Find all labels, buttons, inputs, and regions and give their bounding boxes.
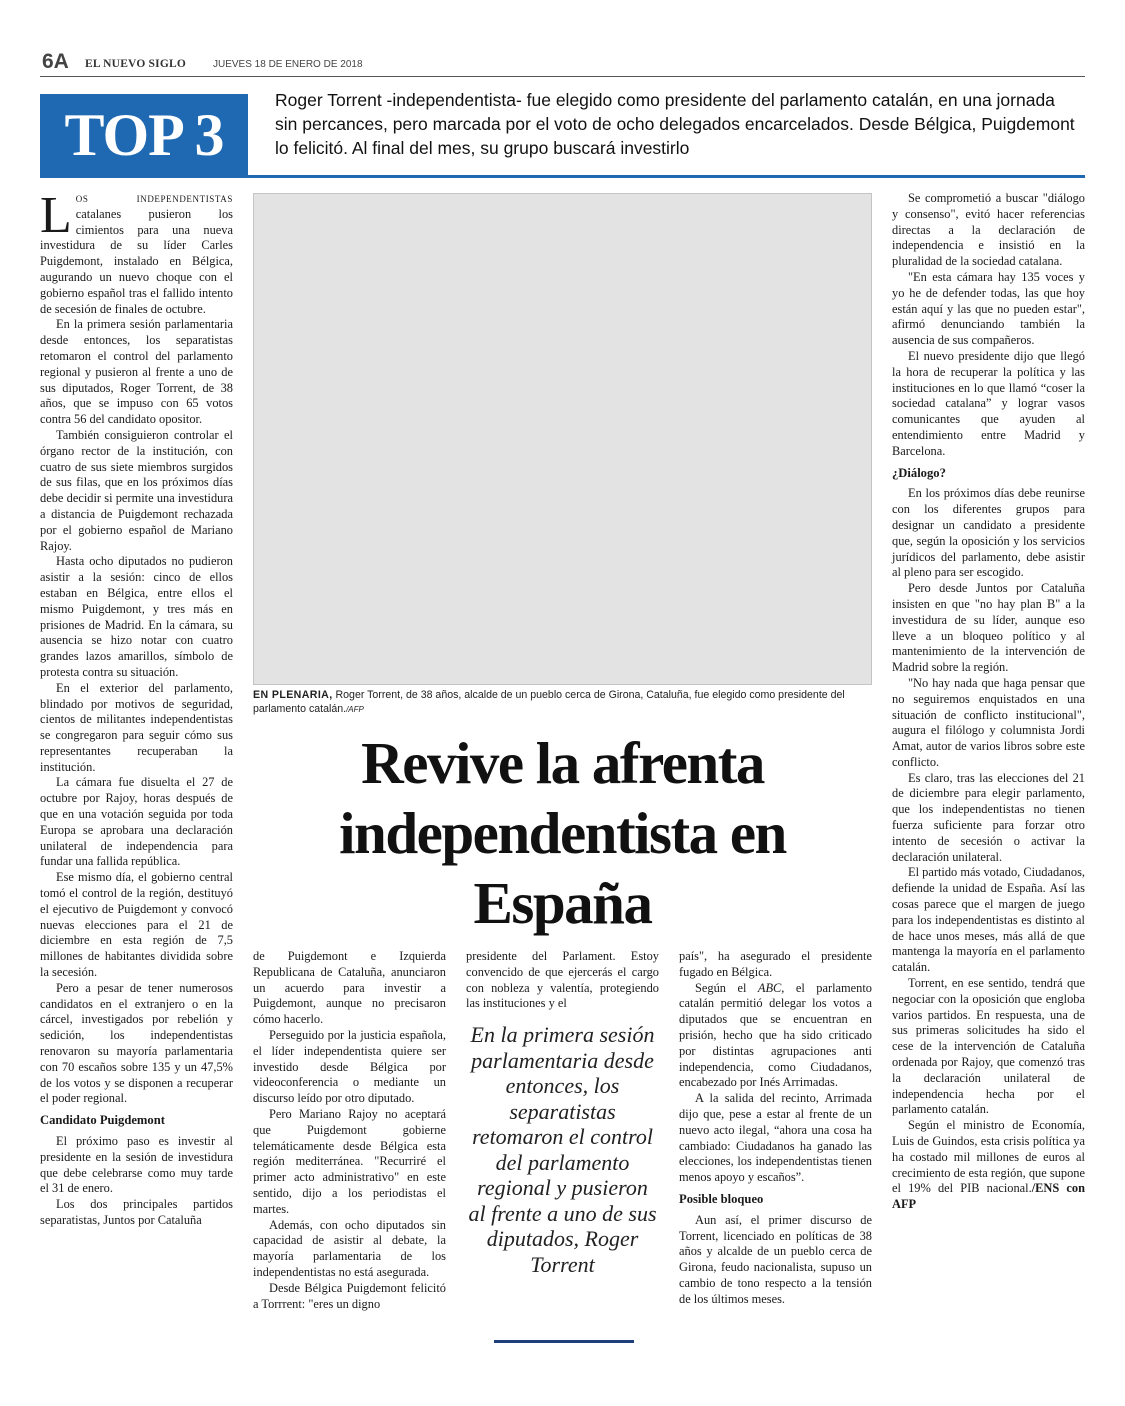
- paragraph: Pero a pesar de tener numerosos candidatos en el extranjero o en la cárcel, investigados por rebelión y sedición, los independentistas renovaron su mayoría parlamentaria con 70 escaños sobre 135 y un 47,5% de los votos y se disponen a recuperar el poder regional.: [40, 980, 233, 1106]
- paragraph: "En esta cámara hay 135 voces y yo he de defender todas, las que hoy están aquí y las que no pueden estar", afirmó denunciando también la ausencia de sus compañeros.: [892, 269, 1085, 348]
- paragraph: El nuevo presidente dijo que llegó la hora de recuperar la política y las instituciones en lo que llamó “coser la sociedad catalana” y lograr vasos comunicantes que ayuden al entendimiento entre Madrid y Barcelona.: [892, 348, 1085, 458]
- section-rule: [40, 175, 1085, 178]
- drop-cap: L: [40, 187, 72, 244]
- article-lead-paragraph: [40, 187, 233, 317]
- page-header: [40, 46, 1085, 77]
- paragraph: Es claro, tras las elecciones del 21 de diciembre para elegir parlamento, que los independentistas no tienen fuerza suficiente para forzar otro intento de secesión o activar la declaración unilateral.: [892, 770, 1085, 864]
- byline-signature: /ENS con AFP: [892, 1181, 1085, 1212]
- paragraph: En la primera sesión parlamentaria desde entonces, los separatistas retomaron el control del parlamento regional y pusieron al frente a uno de sus diputados, Roger Torrent, de 38 años, que se impuso con 65 votos contra 56 del candidato opositor.: [40, 317, 233, 427]
- subheading: ¿Diálogo?: [892, 465, 946, 480]
- caption-lead: EN PLENARIA,: [253, 689, 333, 701]
- pull-quote: En la primera sesión parlamentaria desde entonces, los separatistas retomaron el control del parlamento regional y pusieron al frente a uno de sus diputados, Roger Torrent: [468, 1022, 657, 1277]
- paragraph: La cámara fue disuelta el 27 de octubre por Rajoy, horas después de que en una votación seguida por toda Europa se aprobara una declaración unilateral de independencia para fundar una fallida república.: [40, 775, 233, 869]
- photo-caption: [253, 688, 872, 717]
- pull-quote-rule: [494, 1340, 634, 1343]
- article-column-5: [892, 191, 1085, 1213]
- newspaper-name: EL NUEVO SIGLO: [85, 58, 186, 70]
- lead-text: catalanes pusieron los cimientos para una nueva investidura de su líder Carles Puigdemont, instalado en Bélgica, augurando un nuevo choque con el gobierno español tras el fallido intento de secesión de finales de octubre.: [40, 206, 233, 316]
- paragraph: de Puigdemont e Izquierda Republicana de Cataluña, anunciaron un acuerdo para investir a Puigdemont, aunque no precisaron cómo hacerlo.: [253, 949, 446, 1027]
- paragraph: "No hay nada que haga pensar que no seguiremos enquistados en una situación de conflicto institucional", augura el filólogo y columnista Jordi Amat, autor de varios libros sobre este conflicto.: [892, 675, 1085, 769]
- headline: Revive la afrenta independentista en España: [339, 730, 786, 936]
- publication-name: ABC: [757, 980, 782, 995]
- article-deck: Roger Torrent -independentista- fue elegido como presidente del parlamento catalán, en una jornada sin percances, pero marcada por el voto de ocho delegados encarcelados. Desde Bélgica, Puigdemont lo felicitó. Al final del mes, su grupo buscará investirlo: [275, 90, 1075, 158]
- article-column-3: [466, 949, 659, 1012]
- paragraph: Los dos principales partidos separatistas, Juntos por Cataluña: [40, 1197, 233, 1227]
- paragraph: Pero desde Juntos por Cataluña insisten en que "no hay plan B" a la investidura de su líder, aunque eso lleve a un bloqueo político y al mantenimiento de la intervención de Madrid sobre la región.: [892, 581, 1085, 675]
- paragraph: También consiguieron controlar el órgano rector de la institución, con cuatro de sus siete miembros surgidos de sus filas, que en los próximos días debe decidir si permite una investidura a distancia de Puigdemont rechazada por el gobierno español de Mariano Rajoy.: [40, 427, 233, 553]
- article-column-4: [679, 949, 872, 1308]
- section-label: TOP 3: [40, 94, 248, 176]
- paragraph: En los próximos días debe reunirse con los diferentes grupos para designar un candidato a presidente que, según la oposición y los servicios jurídicos del parlamento, debe asistir al pleno para ser escogido.: [892, 486, 1085, 580]
- paragraph: presidente del Parlament. Estoy convencido de que ejercerás el cargo con nobleza y valentía, protegiendo las instituciones y el: [466, 949, 659, 1011]
- issue-date: JUEVES 18 DE ENERO DE 2018: [213, 59, 363, 70]
- subheading: Posible bloqueo: [679, 1191, 764, 1206]
- paragraph: A la salida del recinto, Arrimada dijo que, pese a estar al frente de un nuevo acto ilegal, “ahora una cosa ha cambiado: Ciudadanos ha ganado las elecciones, los independentistas tienen menos apoyo y escaños”.: [679, 1091, 872, 1185]
- paragraph: Desde Bélgica Puigdemont felicitó a Torrrent: "eres un digno: [253, 1280, 446, 1311]
- paragraph: Se comprometió a buscar "diálogo y consenso", evitó hacer referencias directas a la declaración de independencia e insistió en la pluralidad de la sociedad catalana.: [892, 191, 1085, 269]
- article-photo: [253, 193, 872, 685]
- paragraph: Además, con ocho diputados sin capacidad de asistir al debate, la mayoría parlamentaria de los independentistas no está asegurada.: [253, 1217, 446, 1279]
- page-number: 6A: [42, 50, 69, 73]
- text-run: , el parlamento catalán permitió delegar los votos a diputados que se encuentran en prisión, hecho que ha sido criticado por distintas agrupaciones anti independencia, como Ciudadanos, encabezado por Inés Arrimadas.: [679, 980, 872, 1090]
- article-column-1: [40, 187, 233, 1229]
- article-column-2: [253, 949, 446, 1312]
- paragraph: Perseguido por la justicia española, el líder independentista quiere ser investido desde Bélgica por videoconferencia o mediante un discurso leído por otro diputado.: [253, 1027, 446, 1106]
- paragraph: Pero Mariano Rajoy no aceptará que Puigdemont gobierne telemáticamente desde Bélgica esta región mediterránea. "Recurriré el primer acto administrativo" en este sentido, dijo a los periodistas el martes.: [253, 1106, 446, 1216]
- paragraph: Hasta ocho diputados no pudieron asistir a la sesión: cinco de ellos estaban en Bélgica, entre ellos el mismo Puigdemont, y tres más en prisiones de Madrid. En la cámara, su ausencia se hizo notar con cuatro grandes lazos amarillos, símbolo de protesta contra su situación.: [40, 554, 233, 679]
- caption-text: Roger Torrent, de 38 años, alcalde de un pueblo cerca de Girona, Cataluña, fue elegido como presidente del parlamento catalán.: [253, 689, 845, 715]
- paragraph: Aun así, el primer discurso de Torrent, licenciado en políticas de 38 años y alcalde de un pueblo cerca de Girona, feudo nacionalista, supuso un cambio de tono respecto a la tensión de los últimos meses.: [679, 1212, 872, 1306]
- paragraph: [892, 1118, 1085, 1213]
- subheading: Candidato Puigdemont: [40, 1113, 165, 1128]
- paragraph: país", ha asegurado el presidente fugado en Bélgica.: [679, 949, 872, 979]
- lead-small-caps: os independentistas: [75, 191, 233, 205]
- text-run: Según el: [695, 980, 758, 995]
- photo-credit: /AFP: [346, 705, 364, 714]
- paragraph: Ese mismo día, el gobierno central tomó el control de la región, destituyó el ejecutivo de Puigdemont y convocó nuevas elecciones para el 21 de diciembre en esta región de 7,5 millones de habitantes dividida sobre la secesión.: [40, 870, 233, 980]
- paragraph: En el exterior del parlamento, blindado por motivos de seguridad, cientos de militantes independentistas se congregaron para seguir cómo sus representantes recuperaban la institución.: [40, 680, 233, 774]
- paragraph: El próximo paso es investir al presidente en la sesión de investidura que debe celebrarse como muy tarde el 31 de enero.: [40, 1134, 233, 1196]
- paragraph: El partido más votado, Ciudadanos, defiende la unidad de España. Así las cosas parece que el margen de juego para los independentistas es distinto al de hace unos meses, más allá de que mantenga la mayoría en el parlamento catalán.: [892, 865, 1085, 975]
- text-run: Según el ministro de Economía, Luis de Guindos, esta crisis política ya ha costado mil millones de euros al crecimiento de esta región, que supone el 19% del PIB nacional.: [892, 1118, 1085, 1196]
- paragraph: [679, 981, 872, 1092]
- paragraph: Torrent, en ese sentido, tendrá que negociar con la oposición que engloba varios partidos. En respuesta, una de sus primeras solicitudes ha sido el cese de la intervención de Cataluña ordenada por Rajoy, que comenzó tras la declaración unilateral de independencia hecha por el parlamento catalán.: [892, 976, 1085, 1117]
